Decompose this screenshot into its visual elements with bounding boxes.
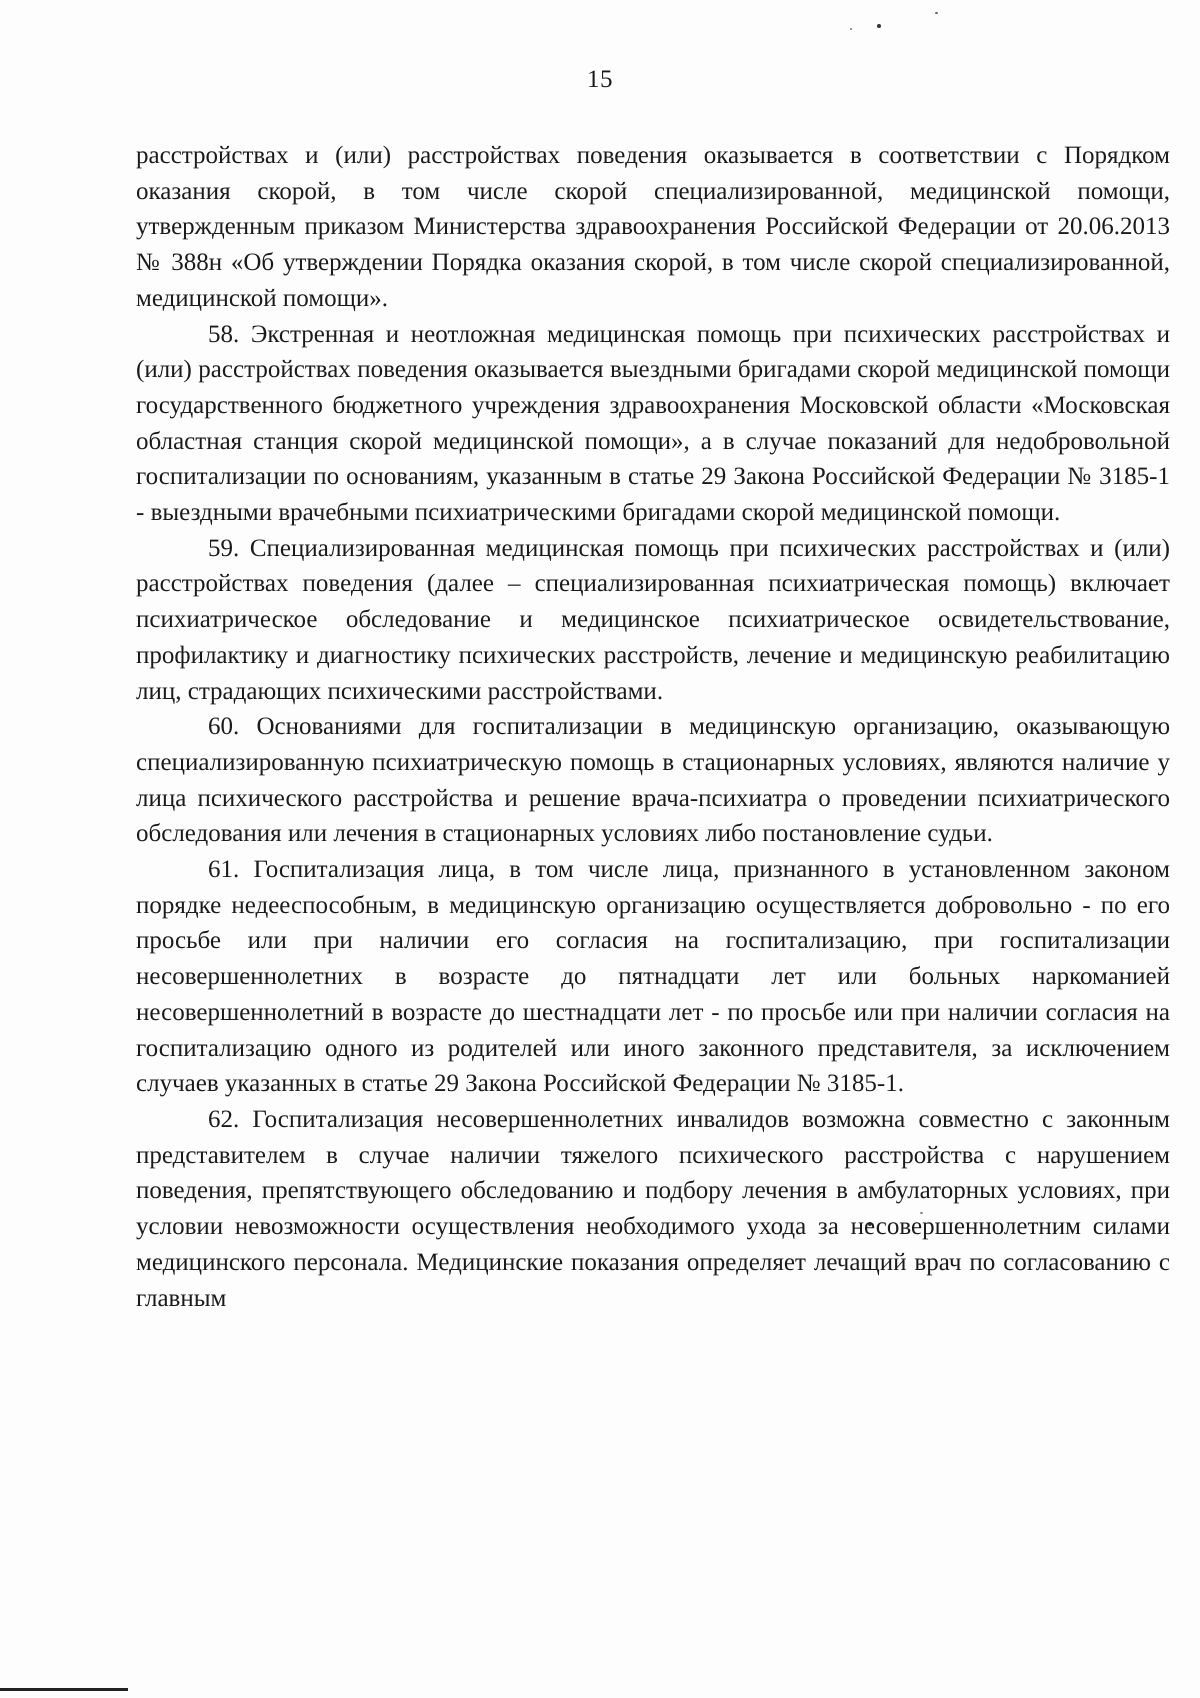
- paragraph-58: [136, 317, 1170, 531]
- document-body: [136, 138, 1170, 1316]
- scan-speck: [935, 12, 938, 14]
- paragraph-text: Экстренная и неотложная медицинская помощь при психических расстройствах и (или) расстройствах поведения оказывается выездными бригадами скорой медицинской помощи государственного бюджетного учреждения здравоохранения Московской области «Московская областная станция скорой медицинской помощи», а в случае показаний для недобровольной госпитализации по основаниям, указанным в статье 29 Закона Российской Федерации № 3185-1 - выездными врачебными психиатрическими бригадами скорой медицинской помощи.: [136, 320, 1170, 527]
- paragraph-number: 61.: [208, 856, 240, 884]
- page-number: 15: [587, 66, 613, 93]
- paragraph-text: Госпитализация несовершеннолетних инвалидов возможна совместно с законным представителем в случае наличии тяжелого психического расстройства с нарушением поведения, препятствующего обследованию и подбору лечения в амбулаторных условиях, при условии невозможности осуществления необходимого ухода за несовершеннолетним силами медицинского персонала. Медицинские показания определяет лечащий врач по согласованию с главным: [136, 1105, 1170, 1312]
- paragraph-number: 58.: [208, 320, 240, 348]
- paragraph-text: Специализированная медицинская помощь при психических расстройствах и (или) расстройствах поведения (далее – специализированная психиатрическая помощь) включает психиатрическое обследование и медицинское психиатрическое освидетельствование, профилактику и диагностику психических расстройств, лечение и медицинскую реабилитацию лиц, страдающих психическими расстройствами.: [136, 534, 1171, 705]
- paragraph-number: 62.: [208, 1105, 240, 1133]
- scan-speck: [877, 24, 881, 28]
- paragraph-number: 59.: [208, 534, 240, 562]
- paragraph-62: [136, 1102, 1170, 1316]
- scan-speck: [850, 28, 852, 30]
- paragraph-number: 60.: [208, 713, 240, 741]
- paragraph-59: [136, 531, 1170, 710]
- paragraph-61: [136, 852, 1170, 1102]
- scan-edge-mark: [0, 1688, 128, 1691]
- paragraph-text: расстройствах и (или) расстройствах поведения оказывается в соответствии с Порядком оказания скорой, в том числе скорой специализированной, медицинской помощи, утвержденным приказом Министерства здравоохранения Российской Федерации от 20.06.2013 № 388н «Об утверждении Порядка оказания скорой, в том числе скорой специализированной, медицинской помощи».: [136, 142, 1170, 312]
- paragraph-text: Госпитализация лица, в том числе лица, признанного в установленном законом порядке недееспособным, в медицинскую организацию осуществляется добровольно - по его просьбе или при наличии его согласия на госпитализацию, при госпитализации несовершеннолетних в возрасте до пятнадцати лет или больных наркоманией несовершеннолетний в возрасте до шестнадцати лет - по просьбе или при наличии согласия на госпитализацию одного из родителей или иного законного представителя, за исключением случаев указанных в статье 29 Закона Российской Федерации № 3185-1.: [136, 856, 1170, 1098]
- paragraph-text: Основаниями для госпитализации в медицинскую организацию, оказывающую специализированную психиатрическую помощь в стационарных условиях, являются наличие у лица психического расстройства и решение врача-психиатра о проведении психиатрического обследования или лечения в стационарных условиях либо постановление судьи.: [136, 713, 1170, 848]
- paragraph-continuation: [136, 138, 1170, 317]
- paragraph-60: [136, 709, 1170, 852]
